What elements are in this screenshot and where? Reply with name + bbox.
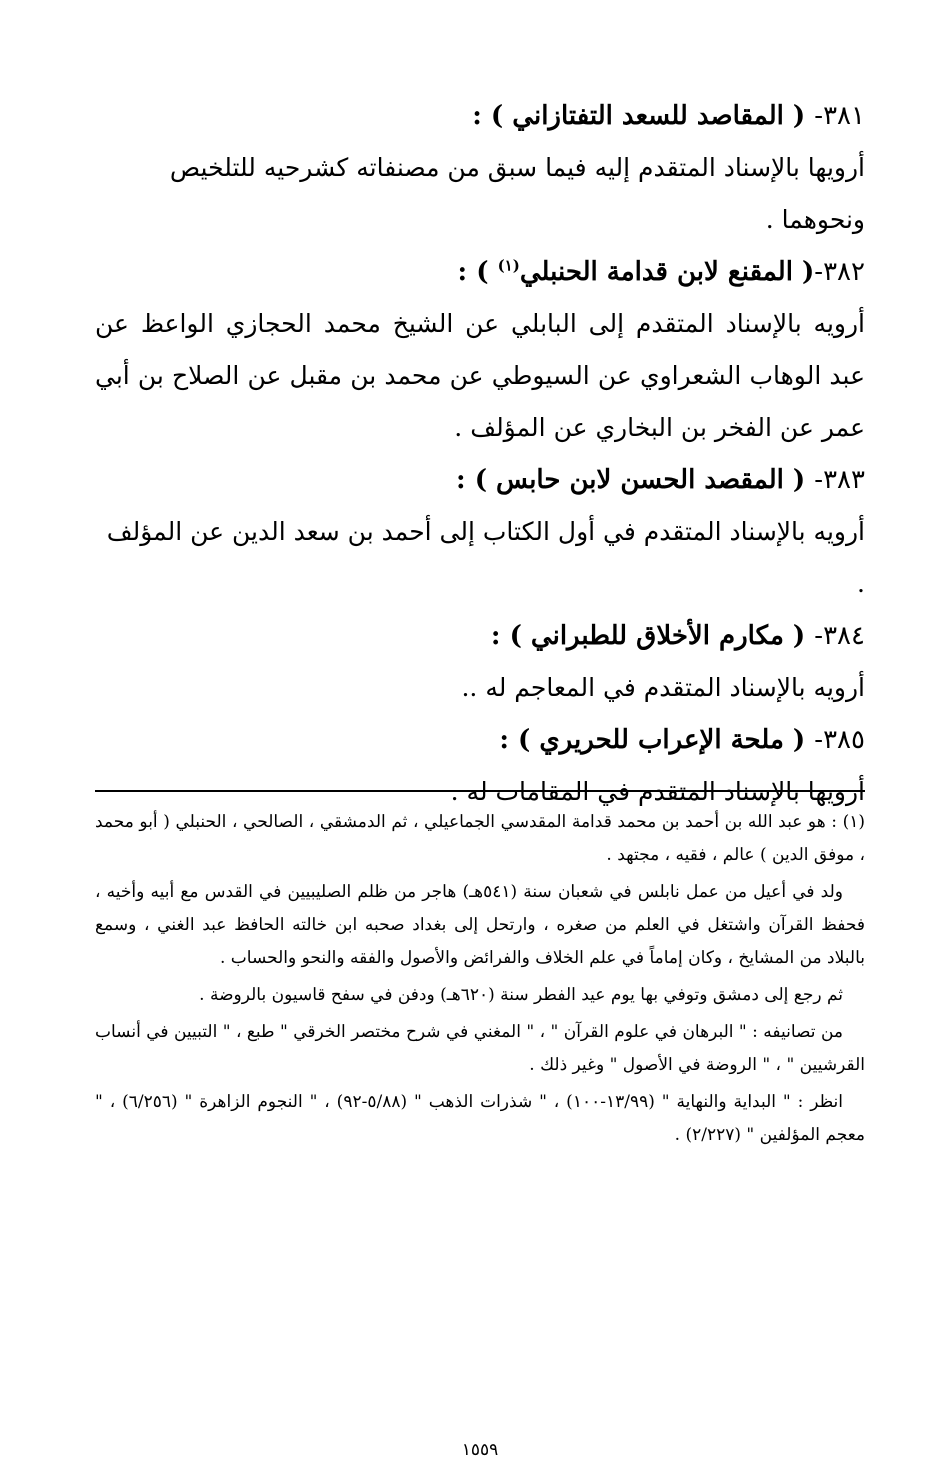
entry-title: ( المقصد الحسن لابن حابس ) :	[456, 465, 806, 495]
entry-385-heading	[95, 714, 865, 766]
entry-381-text: أرويها بالإسناد المتقدم إليه فيما سبق من مصنفاته كشرحيه للتلخيص ونحوهما .	[169, 153, 865, 234]
entry-title: ( ملحة الإعراب للحريري ) :	[499, 725, 806, 755]
entry-385-text: أرويها بالإسناد المتقدم في المقامات له .	[450, 777, 865, 806]
entry-title: ( المقنع لابن قدامة الحنبلي	[519, 257, 815, 287]
entry-381-heading	[95, 90, 865, 142]
entry-title-end: ) :	[457, 257, 489, 287]
entry-number: ٣٨١-	[814, 101, 865, 131]
entry-382-text: أرويه بالإسناد المتقدم إلى البابلي عن الشيخ محمد الحجازي الواعظ عن عبد الوهاب الشعراوي عن السيوطي عن محمد بن مقبل عن الصلاح بن أبي عمر عن الفخر بن البخاري عن المؤلف .	[95, 309, 865, 442]
footnotes	[95, 806, 865, 1156]
entry-title: ( مكارم الأخلاق للطبراني ) :	[490, 621, 806, 651]
entry-382-heading	[95, 246, 865, 298]
entry-384-text: أرويه بالإسناد المتقدم في المعاجم له ..	[461, 673, 865, 702]
page	[95, 90, 865, 1460]
entry-number: ٣٨٤-	[814, 621, 865, 651]
entry-title: ( المقاصد للسعد التفتازاني ) :	[472, 101, 806, 131]
footnote-1-identity: (١) : هو عبد الله بن أحمد بن محمد قدامة المقدسي الجماعيلي ، ثم الدمشقي ، الصالحي ، الحنبلي ( أبو محمد ، موفق الدين ) عالم ، فقيه ، مجتهد .	[95, 812, 865, 865]
entry-number: ٣٨٥-	[814, 725, 865, 755]
footnote-1-biography: ولد في أعيل من عمل نابلس في شعبان سنة (٥٤١هـ) هاجر من ظلم الصليبيين في القدس مع أبيه وأخيه ، فحفظ القرآن واشتغل في العلم من صغره ، وارتحل إلى بغداد صحبه ابن خالته الحافظ عبد الغني ، وسمع بالبلاد من المشايخ ، وكان إماماً في علم الخلاف والفرائض والأصول والفقه والنحو والحساب .	[95, 882, 865, 968]
footnote-separator	[95, 790, 865, 792]
footnote-1-sources: انظر : " البداية والنهاية " (١٣/٩٩-١٠٠) ، " شذرات الذهب " (٥/٨٨-٩٢) ، " النجوم الزاهرة " (٦/٢٥٦) ، " معجم المؤلفين " (٢/٢٢٧) .	[95, 1092, 865, 1145]
entry-384-heading	[95, 610, 865, 662]
page-number: ١٥٥٩	[461, 1440, 499, 1460]
entry-number: ٣٨٢-	[814, 257, 865, 287]
entry-number: ٣٨٣-	[814, 465, 865, 495]
entry-383-heading	[95, 454, 865, 506]
footnote-1-works: من تصانيفه : " البرهان في علوم القرآن " ، " المغني في شرح مختصر الخرقي " طبع ، " التبيين في أنساب القرشيين " ، " الروضة في الأصول " وغير ذلك .	[95, 1022, 865, 1075]
footnote-1-death: ثم رجع إلى دمشق وتوفي بها يوم عيد الفطر سنة (٦٢٠هـ) ودفن في سفح قاسيون بالروضة .	[199, 985, 843, 1005]
footnote-marker[interactable]: (١)	[497, 256, 520, 275]
entry-383-text: أرويه بالإسناد المتقدم في أول الكتاب إلى أحمد بن سعد الدين عن المؤلف .	[106, 517, 865, 598]
